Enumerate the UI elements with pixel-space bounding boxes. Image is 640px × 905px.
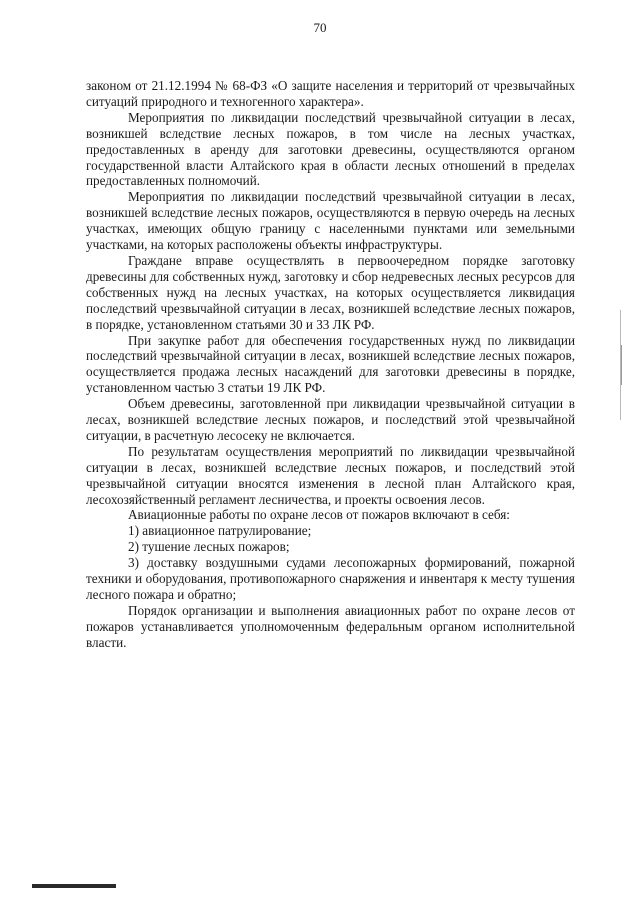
- paragraph-4: Граждане вправе осуществлять в первоочередном порядке заготовку древесины для собственных нужд, заготовку и сбор недревесных лесных ресурсов для собственных нужд на лесных участках, на которых осуществляется ликвидация последствий чрезвычайной ситуации в лесах, возникшей вследствие лесных пожаров, в порядке, установленном статьями 30 и 33 ЛК РФ.: [86, 252, 575, 332]
- scan-artifact-line: [621, 345, 622, 385]
- scan-artifact-bar: [32, 884, 116, 888]
- paragraph-1: законом от 21.12.1994 № 68-ФЗ «О защите населения и территорий от чрезвычайных ситуаций природного и техногенного характера».: [86, 78, 575, 109]
- page-number: 70: [313, 20, 327, 35]
- list-item-3: 3) доставку воздушными судами лесопожарных формирований, пожарной техники и оборудования, противопожарного снаряжения и инвентаря к месту тушения лесного пожара и обратно;: [86, 555, 575, 602]
- paragraph-8: Авиационные работы по охране лесов от пожаров включают в себя:: [128, 507, 510, 523]
- paragraph-3: Мероприятия по ликвидации последствий чрезвычайной ситуации в лесах, возникшей вследствие лесных пожаров, осуществляются в первую очередь на лесных участках, имеющих общую границу с населенными пунктами или земельными участками, на которых расположены объекты инфраструктуры.: [86, 189, 575, 253]
- paragraph-5: При закупке работ для обеспечения государственных нужд по ликвидации последствий чрезвычайной ситуации в лесах, возникшей вследствие лесных пожаров, осуществляется продажа лесных насаждений для заготовки древесины в порядке, установленном частью 3 статьи 19 ЛК РФ.: [86, 332, 575, 396]
- list-item-1: 1) авиационное патрулирование;: [128, 523, 312, 539]
- paragraph-7: По результатам осуществления мероприятий по ликвидации чрезвычайной ситуации в лесах, возникшей вследствие лесных пожаров, и последствий этой чрезвычайной ситуации вносятся изменения в лесной план Алтайского края, лесохозяйственный регламент лесничества, и проекты освоения лесов.: [86, 443, 575, 507]
- list-item-2: 2) тушение лесных пожаров;: [128, 539, 290, 555]
- document-body: [86, 78, 575, 651]
- paragraph-2: Мероприятия по ликвидации последствий чрезвычайной ситуации в лесах, возникшей вследствие лесных пожаров, в том числе на лесных участках, предоставленных в аренду для заготовки древесины, осуществляются органом государственной власти Алтайского края в области лесных отношений в пределах предоставленных полномочий.: [86, 109, 575, 189]
- paragraph-6: Объем древесины, заготовленной при ликвидации чрезвычайной ситуации в лесах, возникшей вследствие лесных пожаров, и последствий этой чрезвычайной ситуации, в расчетную лесосеку не включается.: [86, 396, 575, 443]
- closing-paragraph: Порядок организации и выполнения авиационных работ по охране лесов от пожаров устанавливается уполномоченным федеральным органом исполнительной власти.: [86, 602, 575, 650]
